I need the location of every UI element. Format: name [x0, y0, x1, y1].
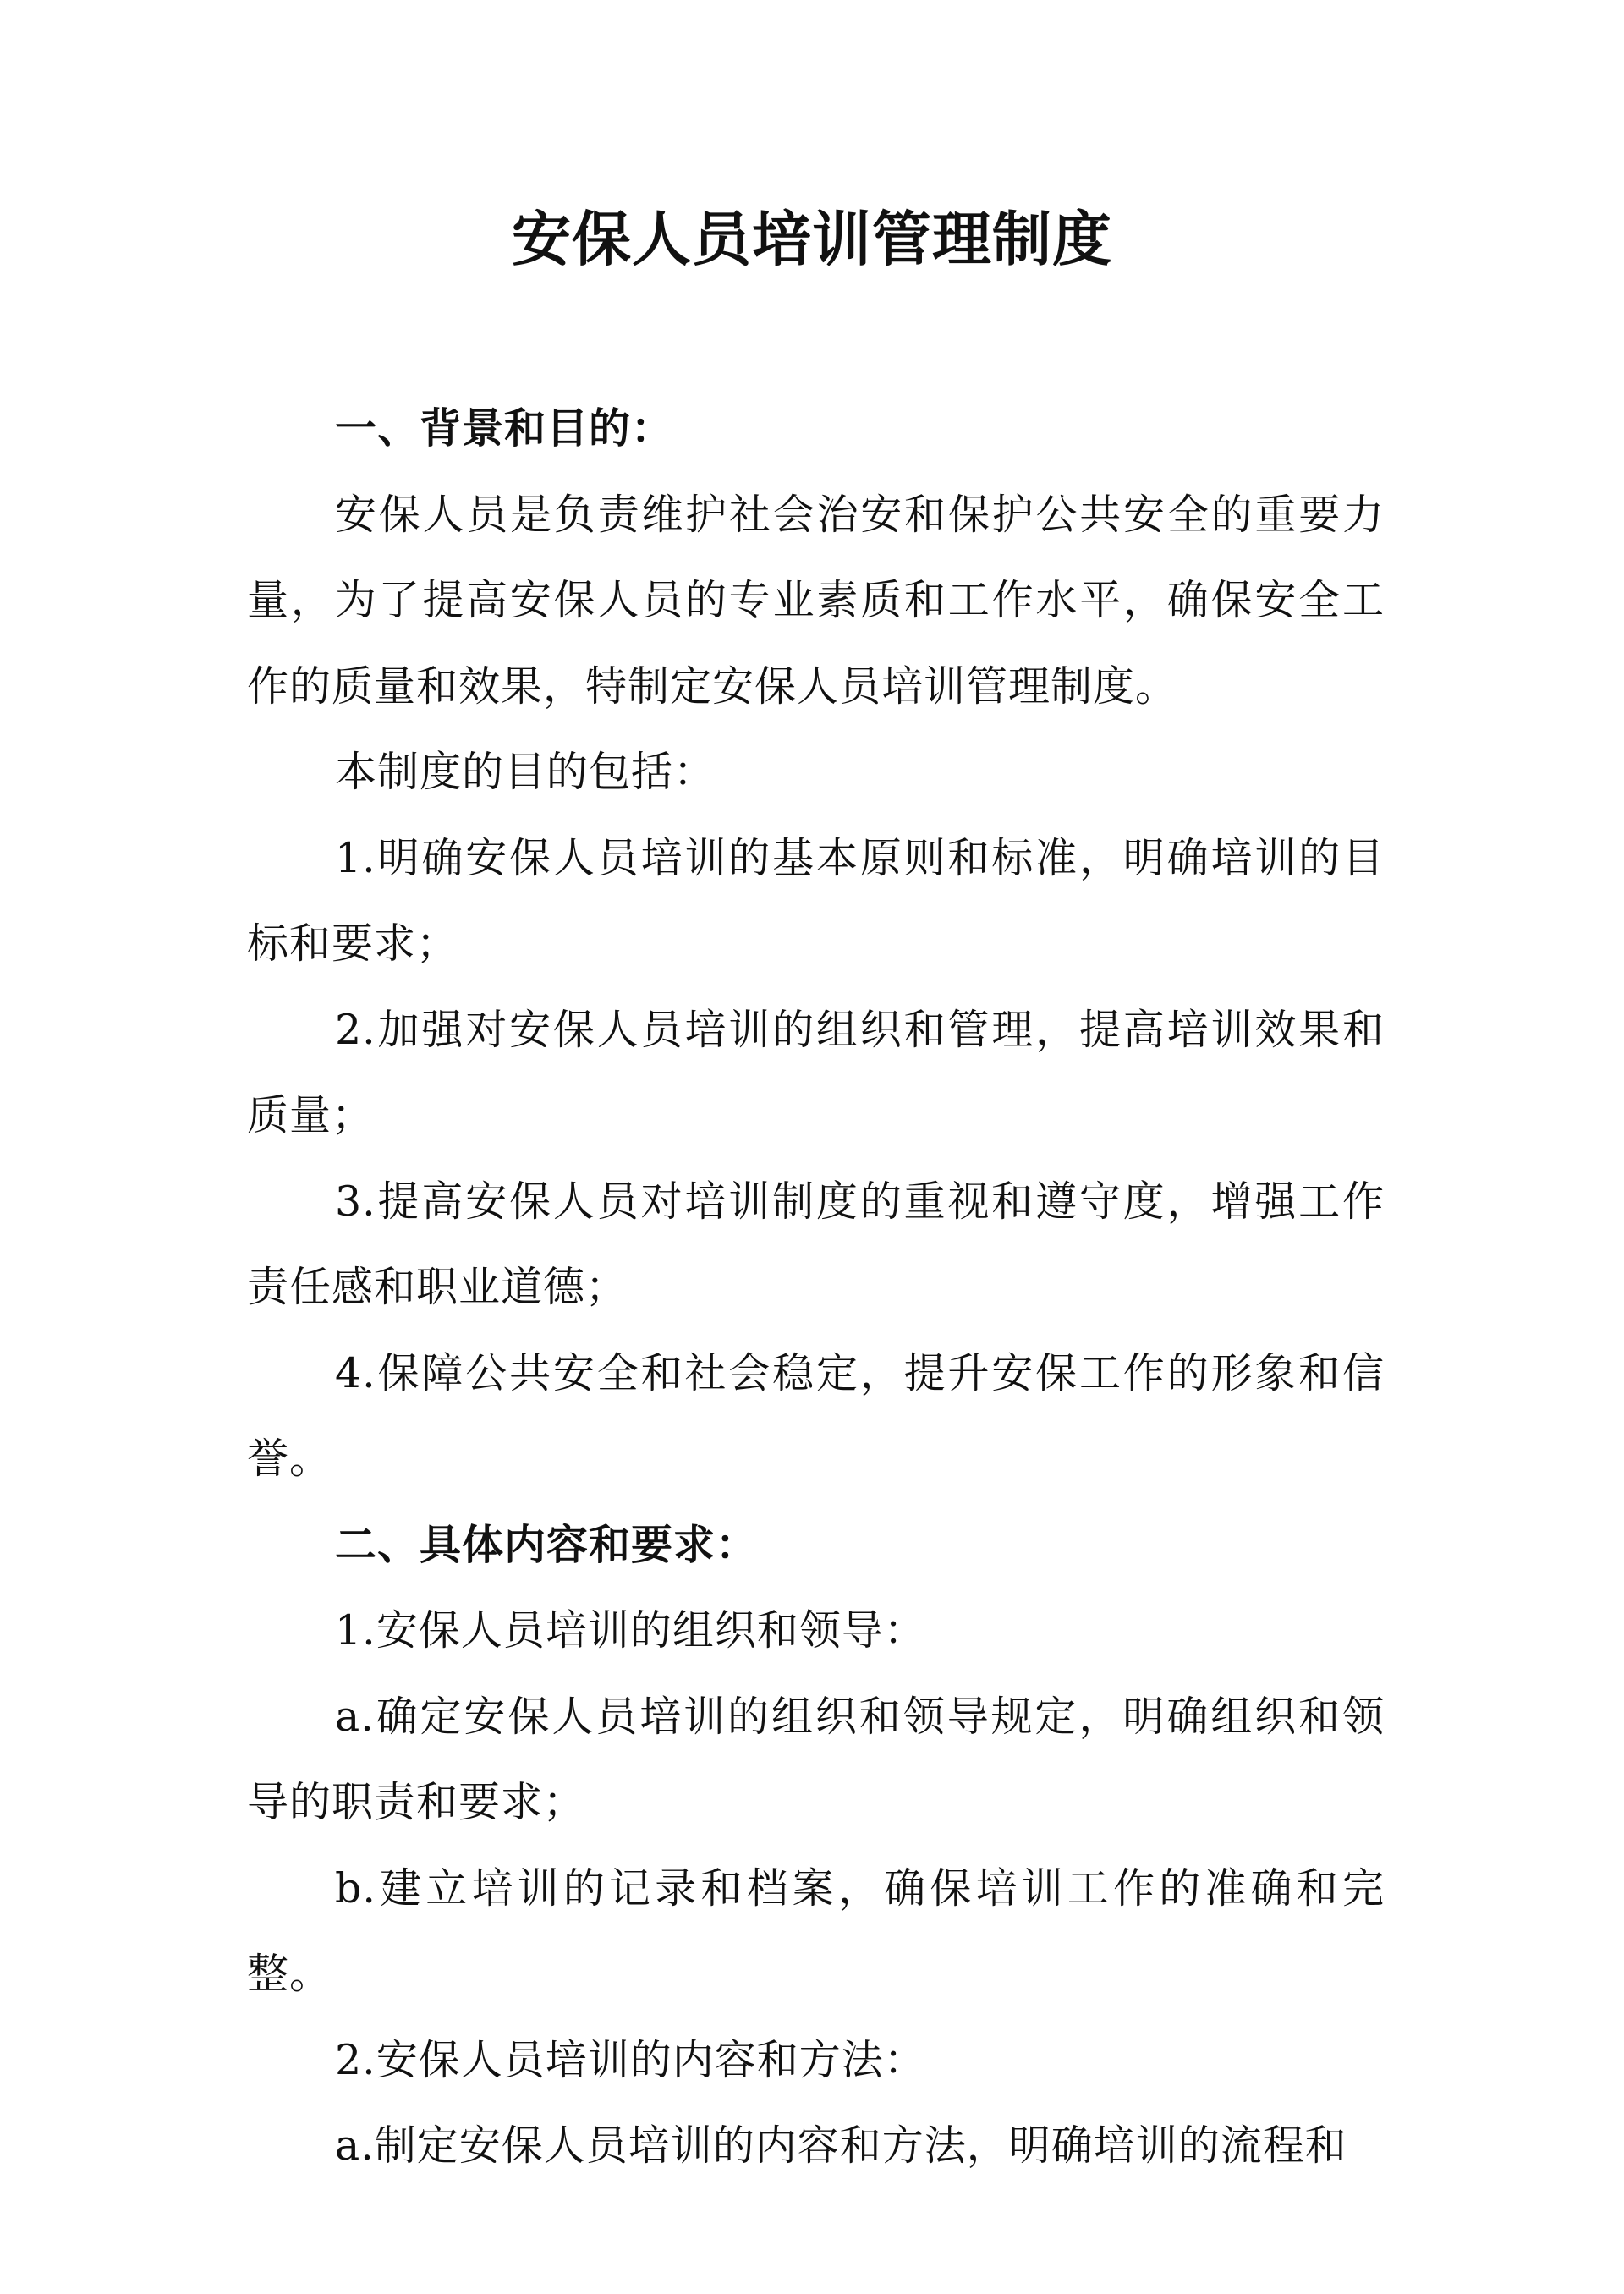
- document-title: 安保人员培训管理制度: [512, 205, 1112, 274]
- purpose-item-2: 2.加强对安保人员培训的组织和管理，提高培训效果和质量；: [247, 1005, 1385, 1139]
- content-item-1: 1.安保人员培训的组织和领导：: [335, 1606, 926, 1655]
- document-body: [247, 386, 1385, 2189]
- section-heading-content: 二、具体内容和要求：: [335, 1520, 759, 1569]
- content-item-2: 2.安保人员培训的内容和方法：: [335, 2035, 926, 2084]
- content-item-1b: b.建立培训的记录和档案，确保培训工作的准确和完整。: [247, 1863, 1385, 1998]
- section-heading-background: 一、背景和目的：: [335, 404, 674, 453]
- purpose-item-3: 3.提高安保人员对培训制度的重视和遵守度，增强工作责任感和职业道德；: [247, 1177, 1385, 1311]
- paragraph-purpose-lead: 本制度的目的包括：: [335, 748, 716, 796]
- content-item-2a: a.制定安保人员培训的内容和方法，明确培训的流程和: [335, 2121, 1347, 2170]
- paragraph-intro: 安保人员是负责维护社会治安和保护公共安全的重要力量，为了提高安保人员的专业素质和工作水平，确保安全工作的质量和效果，特制定安保人员培训管理制度。: [247, 490, 1385, 711]
- purpose-item-1: 1.明确安保人员培训的基本原则和标准，明确培训的目标和要求；: [247, 833, 1385, 968]
- content-item-1a: a.确定安保人员培训的组织和领导规定，明确组织和领导的职责和要求；: [247, 1692, 1385, 1826]
- purpose-item-4: 4.保障公共安全和社会稳定，提升安保工作的形象和信誉。: [247, 1348, 1385, 1483]
